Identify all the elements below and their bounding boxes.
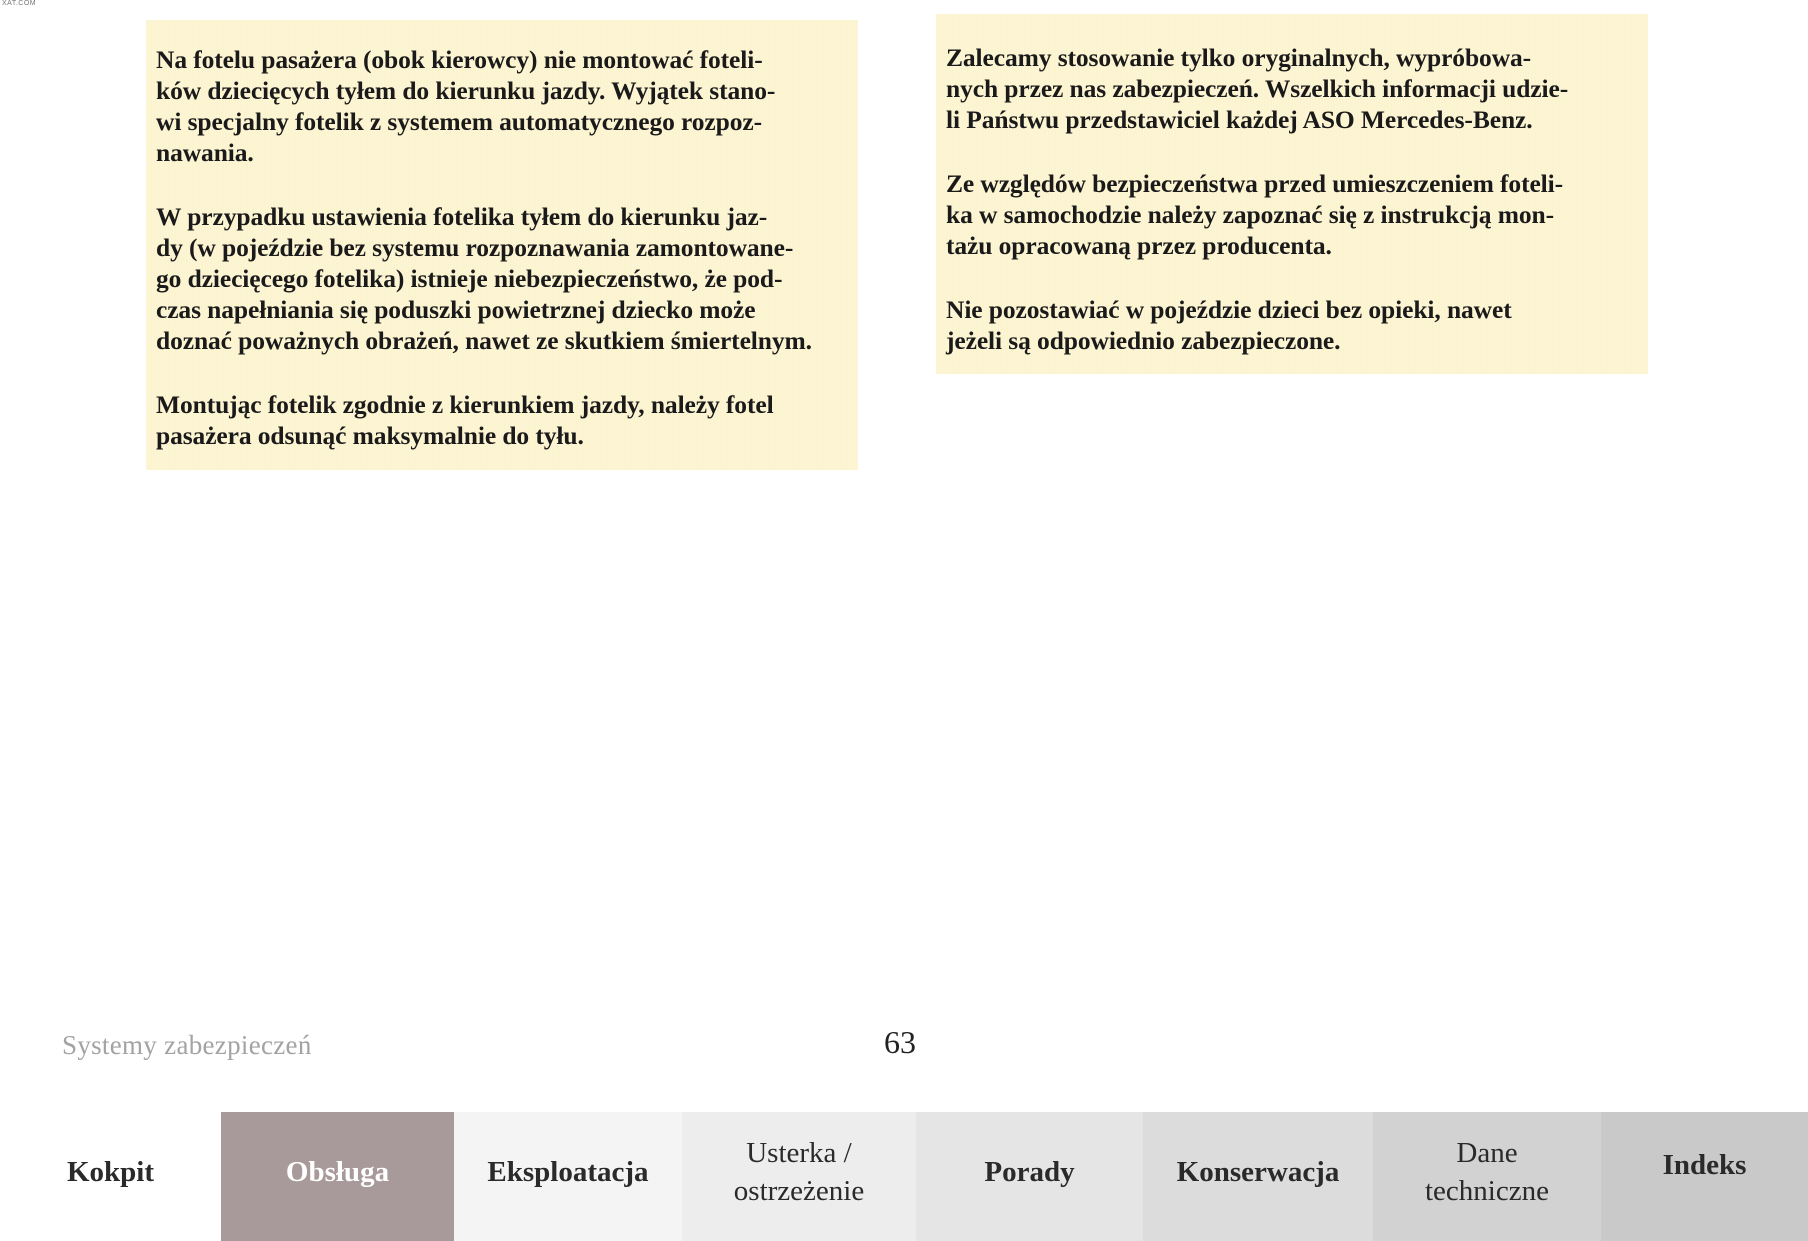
warning-paragraph: Montując fotelik zgodnie z kierunkiem jazdy, należy fotel pasażera odsunąć maksymalnie do tyłu. <box>156 390 774 450</box>
tab-konserwacja[interactable]: Konserwacja <box>1143 1112 1373 1241</box>
warning-paragraph: Zalecamy stosowanie tylko oryginalnych, wypróbowa- nych przez nas zabezpieczeń. Wszelkich informacji udzie- li Państwu przedstawiciel każdej ASO Mercedes-Benz. <box>946 43 1569 134</box>
tab-dane-techniczne[interactable]: Dane techniczne <box>1373 1112 1601 1241</box>
tab-porady[interactable]: Porady <box>916 1112 1143 1241</box>
warning-box-right <box>936 14 1648 374</box>
section-title: Systemy zabezpieczeń <box>62 1030 312 1060</box>
watermark-text: XAT.COM <box>2 0 37 7</box>
chapter-tab-bar <box>0 1112 1808 1241</box>
tab-obsluga[interactable]: Obsługa <box>221 1112 454 1241</box>
warning-paragraph: Na fotelu pasażera (obok kierowcy) nie montować foteli- ków dziecięcych tyłem do kierunku jazdy. Wyjątek stano- wi specjalny fotelik z systemem automatycznego rozpoz- nawania. <box>156 45 776 167</box>
page-number: 63 <box>884 1024 916 1060</box>
tab-kokpit[interactable]: Kokpit <box>0 1112 221 1241</box>
warning-paragraph: Nie pozostawiać w pojeździe dzieci bez opieki, nawet jeżeli są odpowiednio zabezpieczone. <box>946 295 1512 355</box>
tab-usterka-ostrzezenie[interactable]: Usterka / ostrzeżenie <box>682 1112 916 1241</box>
warning-paragraph: W przypadku ustawienia fotelika tyłem do kierunku jaz- dy (w pojeździe bez systemu rozpoznawania zamontowane- go dziecięcego fotelika) istnieje niebezpieczeństwo, że pod- czas napełniania się poduszki powietrznej dziecko może doznać poważnych obrażeń, nawet ze skutkiem śmiertelnym. <box>156 202 812 355</box>
warning-paragraph: Ze względów bezpieczeństwa przed umieszczeniem foteli- ka w samochodzie należy zapoznać się z instrukcją mon- tażu opracowaną przez producenta. <box>946 169 1564 260</box>
tab-eksploatacja[interactable]: Eksploatacja <box>454 1112 682 1241</box>
tab-indeks[interactable]: Indeks <box>1601 1112 1808 1241</box>
warning-box-left <box>146 20 858 470</box>
